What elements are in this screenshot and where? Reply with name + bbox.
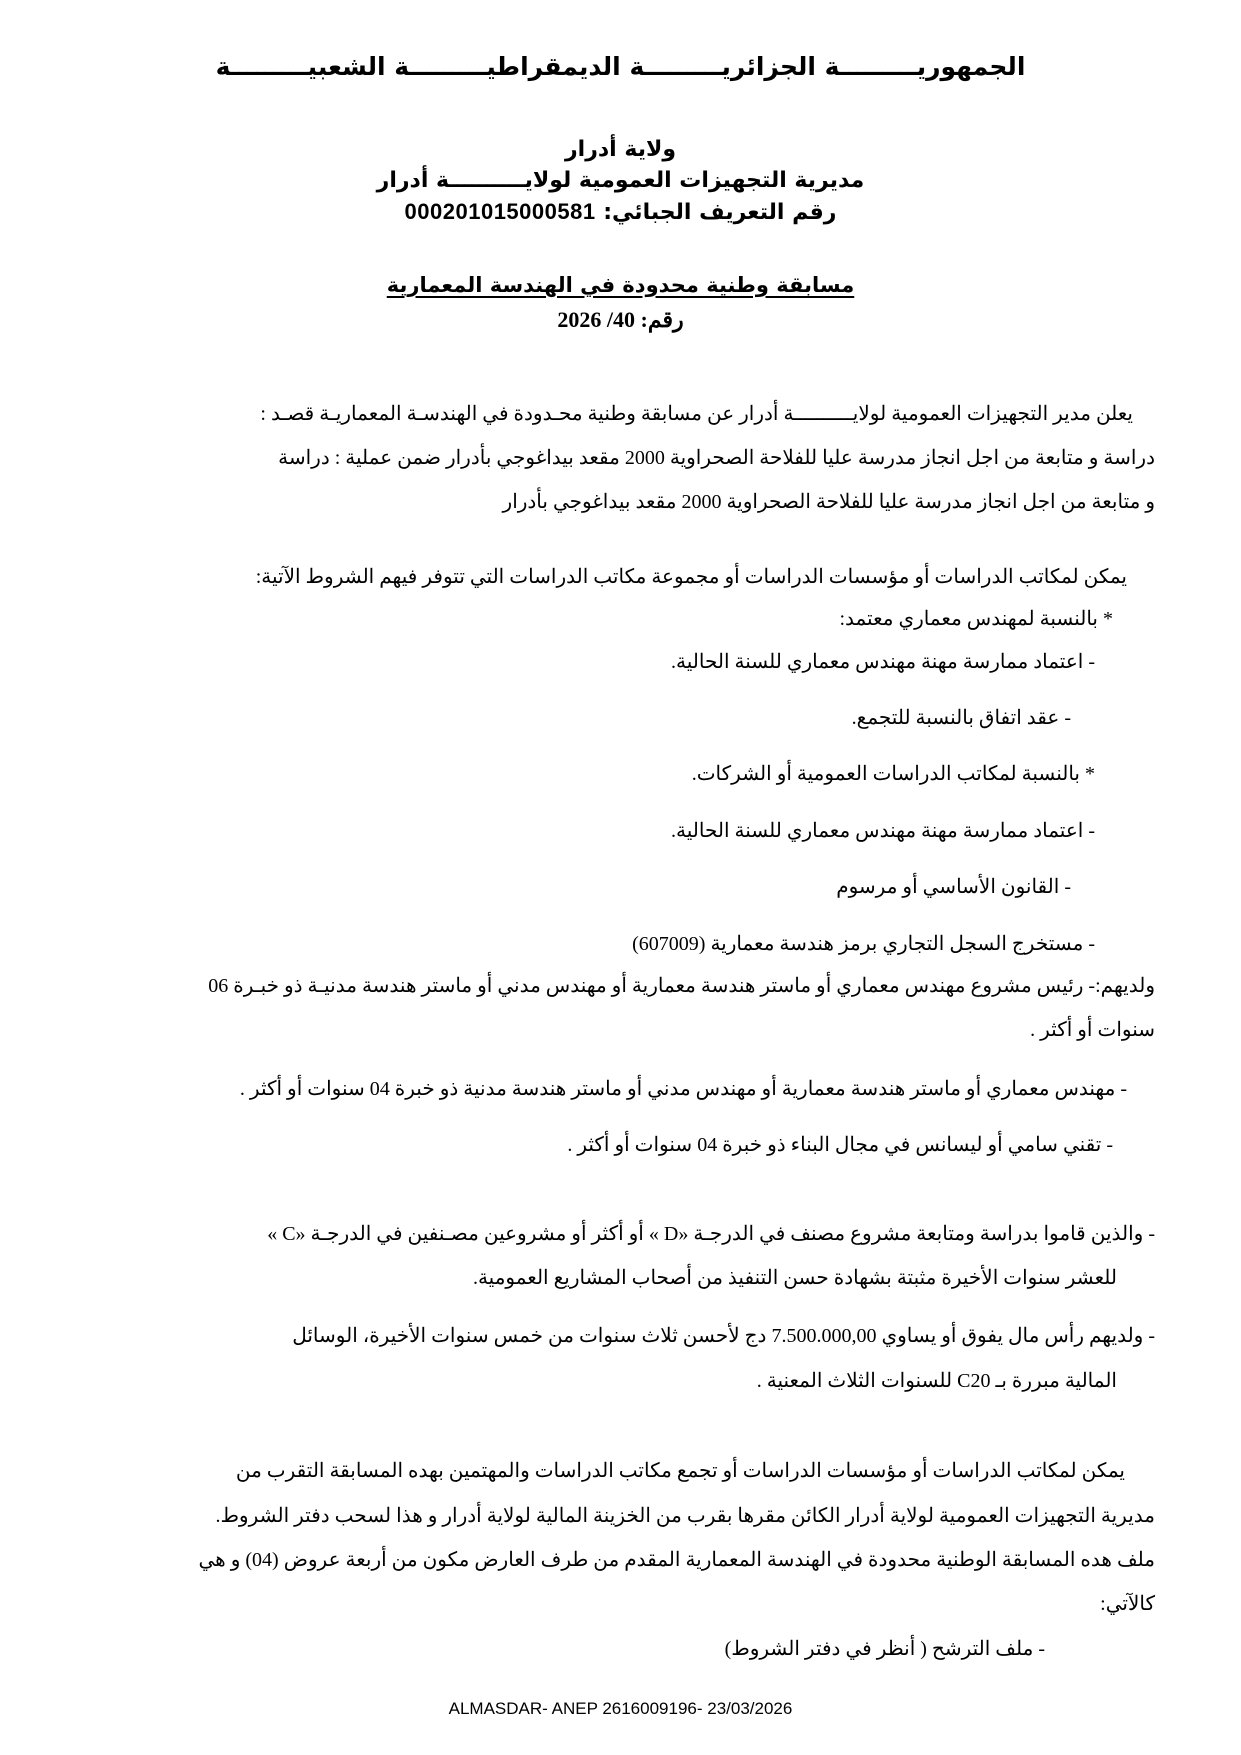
intro-paragraph bbox=[86, 395, 1155, 522]
capital-line-2: المالية مبررة بـ C20 للسنوات الثلاث المعنية . bbox=[756, 1369, 1117, 1392]
page-title: مسابقة وطنية محدودة في الهندسة المعمارية bbox=[386, 272, 855, 297]
staff-line-1: ولديهم:- رئيس مشروع مهندس معماري أو ماستر هندسة معمارية أو مهندس مدني أو ماستر هندسة مدنيـة ذو خبـرة 06 bbox=[208, 975, 1155, 997]
eligibility-intro: يمكن لمكاتب الدراسات أو مؤسسات الدراسات أو مجموعة مكاتب الدراسات التي تتوفر فيهم الشروط الآتية: bbox=[255, 565, 1127, 588]
document-footer: ALMASDAR- ANEP 2616009196- 23/03/2026 bbox=[448, 1699, 793, 1718]
tax-id-label: رقم التعريف الجبائي: bbox=[603, 200, 837, 226]
document-header bbox=[86, 52, 1155, 229]
tax-id-value: 000201015000581 bbox=[404, 199, 596, 225]
contest-number-label: رقم: bbox=[640, 306, 684, 332]
item-b2: - القانون الأساسي أو مرسوم bbox=[836, 876, 1071, 899]
document-body bbox=[86, 395, 1155, 1668]
tax-id-line bbox=[86, 196, 1155, 228]
intro-line-2: دراسة و متابعة من اجل انجاز مدرسة عليا للفلاحة الصحراوية 2000 مقعد بيداغوجي بأدرار ضمن عملية : دراسة bbox=[278, 447, 1155, 470]
classification-paragraph bbox=[86, 1215, 1155, 1298]
staff-line-3: - مهندس معماري أو ماستر هندسة معمارية أو مهندس مدني أو ماستر هندسة مدنية ذو خبرة 04 سنوات أو أكثر . bbox=[239, 1077, 1127, 1100]
withdraw-line-1: يمكن لمكاتب الدراسات أو مؤسسات الدراسات أو تجمع مكاتب الدراسات والمهتمين بهده المسابقة التقرب من bbox=[235, 1460, 1125, 1483]
intro-line-1: يعلن مدير التجهيزات العمومية لولايــــــــــة أدرار عن مسابقة وطنية محـدودة في الهندسـة المعماريـة قصـد : bbox=[260, 402, 1133, 425]
directorate-heading: مديرية التجهيزات العمومية لولايــــــــــة أدرار bbox=[376, 168, 865, 194]
withdraw-line-3: ملف هده المسابقة الوطنية محدودة في الهندسة المعمارية المقدم من طرف العارض مكون من أربعة عروض (04) و هي bbox=[198, 1548, 1155, 1571]
republic-heading: الجمهوريـــــــــة الجزائريـــــــــة الديمقراطيـــــــــة الشعبيـــــــــة bbox=[215, 52, 1026, 81]
item-a1: - اعتماد ممارسة مهنة مهندس معماري للسنة الحالية. bbox=[671, 650, 1095, 673]
section-b-heading: * بالنسبة لمكاتب الدراسات العمومية أو الشركات. bbox=[691, 763, 1095, 786]
classification-line-1: - والذين قاموا بدراسة ومتابعة مشروع مصنف في الدرجـة «D » أو أكثر أو مشروعين مصـنفين في الدرجـة «C » bbox=[267, 1222, 1155, 1245]
withdraw-line-2: مديرية التجهيزات العمومية لولاية أدرار الكائن مقرها بقرب من الخزينة المالية لولاية أدرار و هذا لسحب دفتر الشروط. bbox=[215, 1504, 1155, 1527]
capital-paragraph bbox=[86, 1317, 1155, 1400]
item-b3: - مستخرج السجل التجاري برمز هندسة معمارية (607009) bbox=[632, 932, 1095, 955]
item-b1: - اعتماد ممارسة مهنة مهندس معماري للسنة الحالية. bbox=[671, 819, 1095, 842]
offer-item-1: - ملف الترشح ( أنظر في دفتر الشروط) bbox=[724, 1637, 1045, 1660]
wilaya-heading: ولاية أدرار bbox=[564, 137, 677, 162]
classification-line-2: للعشر سنوات الأخيرة مثبتة بشهادة حسن التنفيذ من أصحاب المشاريع العمومية. bbox=[472, 1266, 1117, 1289]
staff-line-2: سنوات أو أكثر . bbox=[1030, 1019, 1155, 1042]
section-a-heading: * بالنسبة لمهندس معماري معتمد: bbox=[839, 608, 1113, 631]
staff-line-4: - تقني سامي أو ليسانس في مجال البناء ذو خبرة 04 سنوات أو أكثر . bbox=[567, 1134, 1113, 1157]
contest-number-line bbox=[86, 307, 1155, 333]
withdrawal-paragraph bbox=[86, 1452, 1155, 1624]
capital-line-1: - ولديهم رأس مال يفوق أو يساوي 7.500.000,00 دج لأحسن ثلاث سنوات من خمس سنوات الأخيرة، الوسائل bbox=[292, 1325, 1155, 1348]
item-a2: - عقد اتفاق بالنسبة للتجمع. bbox=[851, 707, 1071, 730]
contest-number-value: 2026 /40 bbox=[557, 306, 635, 332]
withdraw-line-4: كالآتي: bbox=[1100, 1593, 1155, 1616]
intro-line-3: و متابعة من اجل انجاز مدرسة عليا للفلاحة الصحراوية 2000 مقعد بيداغوجي بأدرار bbox=[502, 491, 1155, 514]
